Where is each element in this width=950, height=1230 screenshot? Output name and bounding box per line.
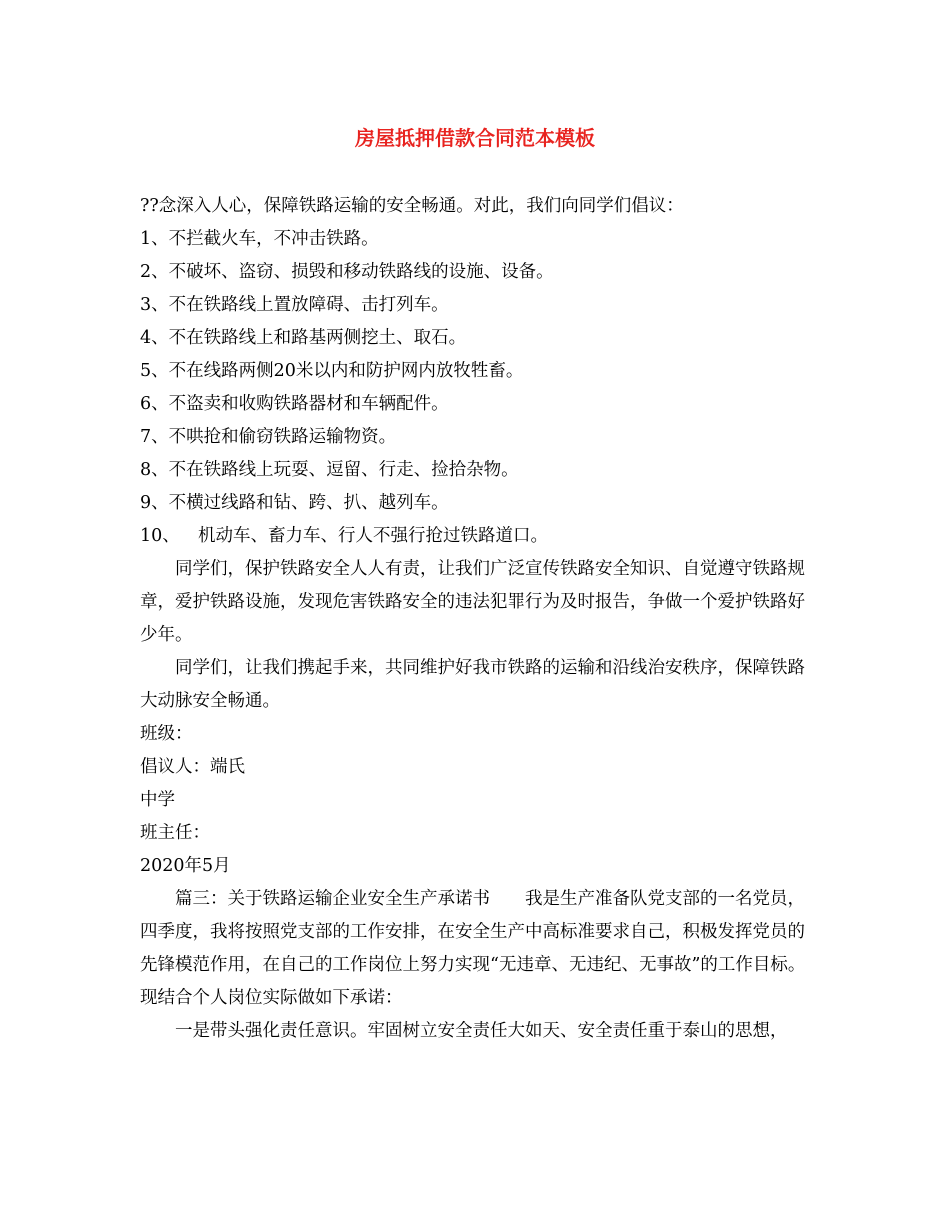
signature-teacher: 班主任： <box>140 823 210 843</box>
item-text: 不拦截火车，不冲击铁路。 <box>168 229 379 249</box>
list-item <box>140 454 820 487</box>
list-item <box>140 388 820 421</box>
document-title: 房屋抵押借款合同范本模板 <box>355 126 595 150</box>
item-text: 不横过线路和钻、跨、扒、越列车。 <box>168 493 449 513</box>
signature-school: 中学 <box>140 790 175 810</box>
item-text: 不在铁路线上玩耍、逗留、行走、捡拾杂物。 <box>168 460 519 480</box>
paragraph: 同学们，保护铁路安全人人有责，让我们广泛宣传铁路安全知识、自觉遵守铁路规章，爱护铁路设施，发现危害铁路安全的违法犯罪行为及时报告，争做一个爱护铁路好少年。 <box>140 559 805 645</box>
item-number: 9、 <box>140 493 169 513</box>
item-number: 6、 <box>140 394 169 414</box>
item-number: 10、 <box>140 526 180 546</box>
item-number: 8、 <box>140 460 169 480</box>
signature-class: 班级： <box>140 724 193 744</box>
item-text: 不在铁路线上和路基两侧挖土、取石。 <box>168 328 467 348</box>
list-item <box>140 256 820 289</box>
signature-date: 2020年5月 <box>140 856 231 876</box>
item-number: 1、 <box>140 229 169 249</box>
item-text: 不在铁路线上置放障碍、击打列车。 <box>168 295 449 315</box>
item-text: 不在线路两侧20米以内和防护网内放牧牲畜。 <box>168 361 524 381</box>
item-text: 不盗卖和收购铁路器材和车辆配件。 <box>168 394 449 414</box>
list-item <box>140 520 820 553</box>
list-item <box>140 223 820 256</box>
item-number: 4、 <box>140 328 169 348</box>
paragraph: 篇三：关于铁路运输企业安全生产承诺书 我是生产准备队党支部的一名党员，四季度，我将按照党支部的工作安排，在安全生产中高标准要求自己，积极发挥党员的先锋模范作用，在自己的工作岗位上努力实现“无违章、无违纪、无事故”的工作目标。现结合个人岗位实际做如下承诺： <box>140 889 806 1008</box>
signature-proposer: 倡议人：端氏 <box>140 757 245 777</box>
item-number: 3、 <box>140 295 169 315</box>
item-number: 5、 <box>140 361 169 381</box>
paragraph: 同学们，让我们携起手来，共同维护好我市铁路的运输和沿线治安秩序，保障铁路大动脉安全畅通。 <box>140 658 805 711</box>
list-item <box>140 487 820 520</box>
item-text: 不哄抢和偷窃铁路运输物资。 <box>168 427 397 447</box>
list-item <box>140 289 820 322</box>
intro-paragraph: ??念深入人心，保障铁路运输的安全畅通。对此，我们向同学们倡议： <box>140 196 684 216</box>
item-text: 不破坏、盗窃、损毁和移动铁路线的设施、设备。 <box>168 262 554 282</box>
item-text: 机动车、畜力车、行人不强行抢过铁路道口。 <box>198 526 548 546</box>
list-item <box>140 355 820 388</box>
item-number: 2、 <box>140 262 169 282</box>
paragraph: 一是带头强化责任意识。牢固树立安全责任大如天、安全责任重于泰山的思想， <box>175 1021 788 1041</box>
list-item <box>140 421 820 454</box>
list-item <box>140 322 820 355</box>
item-number: 7、 <box>140 427 169 447</box>
document-body <box>140 190 820 1048</box>
